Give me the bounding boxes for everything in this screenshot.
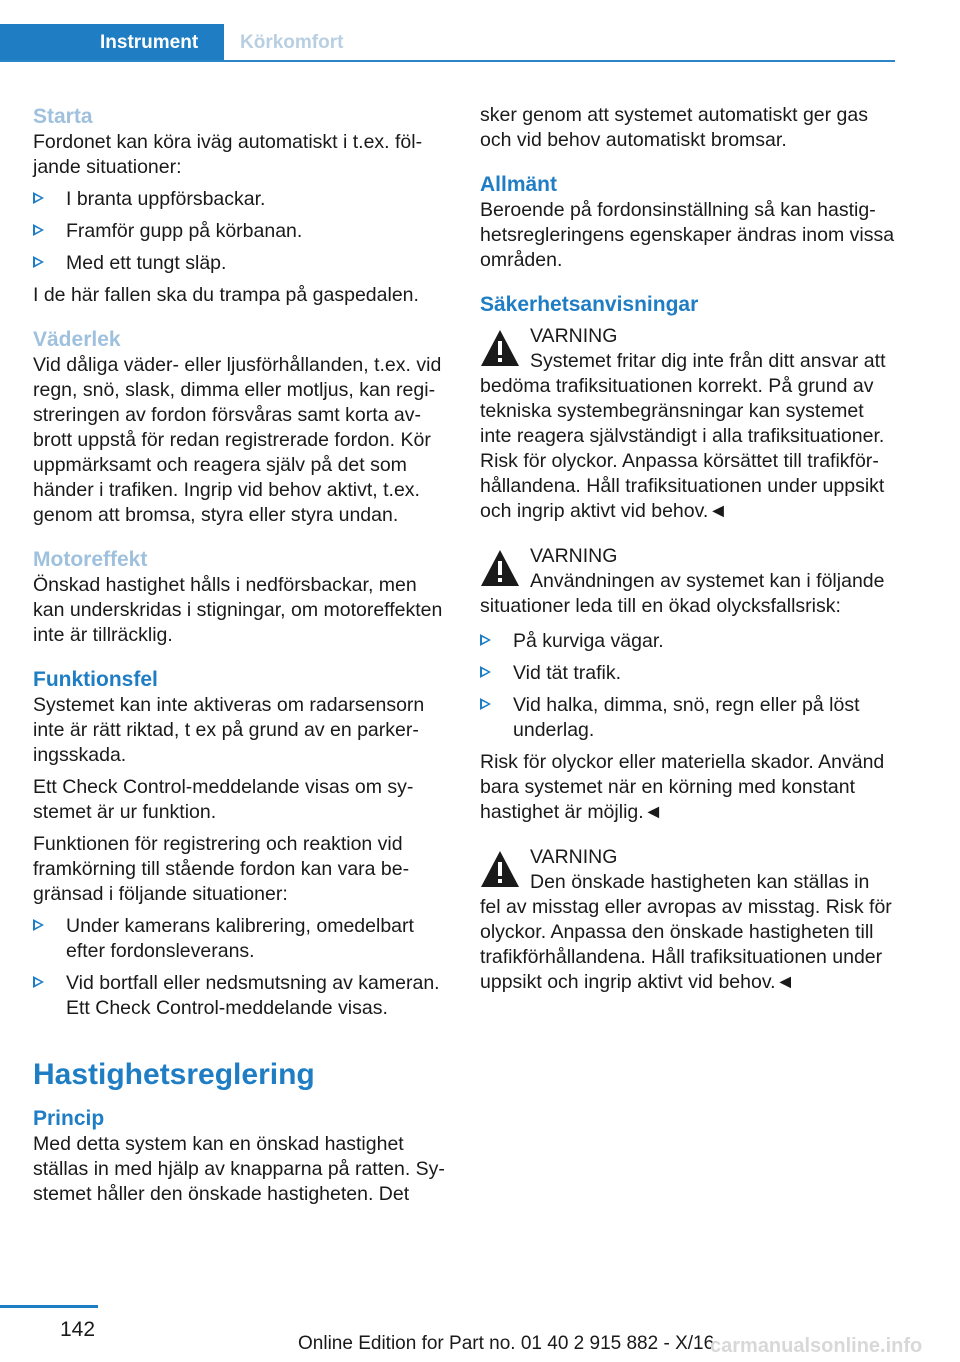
- warning-list: [480, 629, 895, 743]
- allmant-text: Beroende på fordonsinställning så kan hastighetsregleringens egenskaper ändras inom vissa områden.: [480, 199, 895, 271]
- list-item: I branta uppförsbackar.: [33, 187, 448, 212]
- warning-label: VARNING: [530, 325, 618, 347]
- vaderlek-text: Vid dåliga väder- eller ljusförhållanden, t.ex. vid regn, snö, slask, dimma eller motljus, kan registreringen av fordon försvåras samt korta avbrott uppstå för redan registrerade fordon. Kör uppmärksamt och reagera själv på det som händer i trafiken. Ingrip vid behov aktivt, t.ex. genom att bromsa, styra eller styra undan.: [33, 354, 442, 526]
- section-motoreffekt: [33, 546, 448, 648]
- bullet-triangle-icon: [33, 919, 44, 931]
- watermark: carmanualsonline.info: [710, 1335, 923, 1357]
- starta-list: [33, 187, 448, 276]
- warning-box: [480, 324, 895, 524]
- bullet-triangle-icon: [33, 224, 44, 236]
- bullet-triangle-icon: [480, 698, 491, 710]
- heading-funktionsfel: Funktionsfel: [33, 668, 158, 691]
- list-item: Med ett tungt släp.: [33, 251, 448, 276]
- list-item: Vid bortfall eller nedsmutsning av kameran. Ett Check Control-meddelande visas.: [33, 971, 448, 1021]
- princip-text: Med detta system kan en önskad hastighet ställas in med hjälp av knapparna på ratten. Systemet håller den önskade hastigheten. Det: [33, 1133, 445, 1205]
- warning-text: Den önskade hastigheten kan ställas in fel av misstag eller avropas av misstag. Risk för olyckor. Anpassa den önskade hastigheten till trafikförhållandena. Håll trafiksituationen under uppsikt och ingrip aktivt vid behov.◄: [480, 871, 892, 993]
- section-funktionsfel: [33, 666, 448, 1021]
- warning-label: VARNING: [530, 846, 618, 868]
- bullet-triangle-icon: [480, 666, 491, 678]
- header-divider: [0, 60, 895, 62]
- bullet-triangle-icon: [33, 976, 44, 988]
- edition-text: Online Edition for Part no. 01 40 2 915 882 - X/16: [298, 1333, 715, 1354]
- warning-triangle-icon: [480, 849, 520, 889]
- right-column: [480, 103, 895, 1015]
- heading-motoreffekt: Motoreffekt: [33, 548, 148, 571]
- warning-text: Systemet fritar dig inte från ditt ansvar att bedöma trafiksituationen korrekt. På grund av tekniska systembegränsningar kan systemet inte reagera självständigt i alla trafiksituationer. Risk för olyckor. Anpassa körsättet till trafikförhållandena. Håll trafiksituationen under uppsikt och ingrip aktivt vid behov.◄: [480, 350, 886, 522]
- warning-label: VARNING: [530, 545, 618, 567]
- section-starta: [33, 103, 448, 308]
- bullet-triangle-icon: [33, 256, 44, 268]
- funktionsfel-p1: Systemet kan inte aktiveras om radarsensorn inte är rätt riktad, t ex på grund av en parkeringsskada.: [33, 694, 425, 766]
- list-item: Vid tät trafik.: [480, 661, 895, 686]
- bullet-triangle-icon: [33, 192, 44, 204]
- heading-starta: Starta: [33, 105, 93, 128]
- continued-text: sker genom att systemet automatiskt ger gas och vid behov automatiskt bromsar.: [480, 104, 869, 151]
- list-item: På kurviga vägar.: [480, 629, 895, 654]
- tab-instrument[interactable]: Instrument: [0, 24, 224, 62]
- heading-princip: Princip: [33, 1107, 105, 1130]
- warning-box: [480, 544, 895, 825]
- list-item: Vid halka, dimma, snö, regn eller på löst underlag.: [480, 693, 895, 743]
- starta-outro: I de här fallen ska du trampa på gaspedalen.: [33, 284, 419, 306]
- warning-box: [480, 845, 895, 995]
- left-column: [33, 103, 448, 1214]
- tab-korkomfort[interactable]: Körkomfort: [240, 32, 344, 53]
- warning-text: Användningen av systemet kan i följande situationer leda till en ökad olycksfallsrisk:: [480, 570, 885, 617]
- page-number: 142: [60, 1318, 96, 1341]
- funktionsfel-p2: Ett Check Control-meddelande visas om systemet är ur funktion.: [33, 776, 414, 823]
- heading-hastighetsreglering: Hastighetsreglering: [33, 1058, 315, 1091]
- funktionsfel-p3: Funktionen för registrering och reaktion vid framkörning till stående fordon kan vara begränsad i följande situationer:: [33, 833, 410, 905]
- section-vaderlek: [33, 326, 448, 528]
- funktionsfel-list: [33, 914, 448, 1021]
- heading-sakerhetsanvisningar: Säkerhetsanvisningar: [480, 293, 699, 316]
- bullet-triangle-icon: [480, 634, 491, 646]
- warning-outro: Risk för olyckor eller materiella skador. Använd bara systemet när en körning med konstant hastighet är möjlig.◄: [480, 751, 885, 823]
- warning-triangle-icon: [480, 548, 520, 588]
- heading-vaderlek: Väderlek: [33, 328, 121, 351]
- footer-divider: [0, 1305, 98, 1308]
- heading-allmant: Allmänt: [480, 173, 558, 196]
- motoreffekt-text: Önskad hastighet hålls i nedförsbackar, men kan underskridas i stigningar, om motoreffekten inte är tillräcklig.: [33, 574, 443, 646]
- page-header: [0, 24, 895, 62]
- list-item: Framför gupp på körbanan.: [33, 219, 448, 244]
- list-item: Under kamerans kalibrering, omedelbart efter fordonsleverans.: [33, 914, 448, 964]
- section-allmant: [480, 171, 895, 273]
- starta-intro: Fordonet kan köra iväg automatiskt i t.ex. följande situationer:: [33, 131, 423, 178]
- warning-triangle-icon: [480, 328, 520, 368]
